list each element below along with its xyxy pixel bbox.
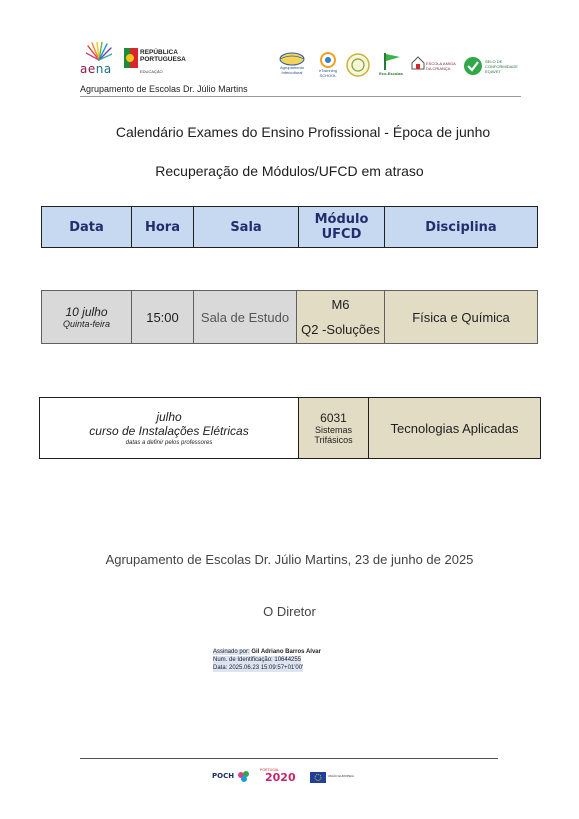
digital-signature [213,648,353,672]
exam-row-table [41,290,538,344]
signature-name: Gil Adriano Barros Alvar [251,649,321,655]
eu-flag-icon [310,772,326,783]
exam-course-table [39,397,541,459]
director-title: O Diretor [263,604,316,619]
republica-portuguesa-logo [124,46,188,78]
etwinning-icon [315,52,341,68]
exam-room: Sala de Estudo [194,291,297,344]
header-sala: Sala [194,207,299,248]
place-and-date: Agrupamento de Escolas Dr. Júlio Martins, 23 de junho de 2025 [105,552,474,567]
table-row [42,291,538,344]
course-cell [40,398,299,459]
exam-discipline: Física e Química [385,291,538,344]
exam-module-name: Q2 -Soluções [301,322,380,337]
globe-icon [271,52,313,66]
signature-date: Data: 2025.06.23 15:09:57+01'00' [213,665,304,671]
portugal-2020-logo: 2020 [265,771,296,784]
header-modulo-line1: Módulo [314,212,369,227]
poch-logo: POCH [212,772,235,780]
eco-escolas-logo: Eco-Escolas [376,52,406,82]
table-row [40,398,541,459]
ufcd-name-line1: Sistemas [314,425,352,435]
aena-burst-icon [86,42,112,62]
seal-badge-logo [345,52,371,82]
aena-logo [80,42,118,82]
exam-module-cell [297,291,385,344]
ufcd-name-line2: Trifásicos [314,435,353,445]
portugal-emblem-icon [124,48,138,68]
republica-line1: REPÚBLICA [140,49,178,56]
exam-date: 10 julho [65,305,108,319]
page-title: Calendário Exames do Ensino Profissional - Época de junho [115,124,491,140]
exam-weekday: Quinta-feira [62,319,111,329]
house-icon [411,56,425,70]
eco-flag-icon [376,52,406,70]
exam-time: 15:00 [132,291,194,344]
header-data: Data [42,207,132,248]
republica-line2: PORTUGUESA [140,56,186,63]
exam-date-cell [42,291,132,344]
checkmark-icon [463,56,483,76]
header-modulo [299,207,385,248]
seal-badge-icon [345,52,371,78]
erasmus-intercultural-logo: Agrupamento Intercultural [271,52,313,78]
eqavet-seal-logo: SELO DE CONFORMIDADE EQAVET [463,52,523,78]
signature-id: Num. de Identificação: 10644255 [213,657,302,663]
ufcd-cell [299,398,369,459]
course-note: datas a definir pelos professores [125,440,213,446]
course-discipline: Tecnologias Aplicadas [369,398,541,459]
ufcd-code: 6031 [320,411,347,425]
exam-module-code: M6 [331,297,350,312]
footer-divider [80,758,498,759]
page-subtitle: Recuperação de Módulos/UFCD em atraso [155,163,424,179]
escola-amiga-crianca-logo: ESCOLA AMIGA DA CRIANÇA [411,52,459,80]
republica-sub: EDUCAÇÃO [140,69,163,74]
portugal-2020-label: PORTUGAL [260,768,280,772]
header-disciplina: Disciplina [385,207,538,248]
exam-table-header [41,206,538,248]
course-month: julho [156,410,182,424]
course-name: curso de Instalações Elétricas [89,424,249,438]
funding-logos [212,768,362,788]
poch-flower-icon [237,770,251,784]
header-hora: Hora [132,207,194,248]
school-name: Agrupamento de Escolas Dr. Júlio Martins [80,84,248,94]
aena-wordmark: aena [80,62,112,76]
eu-label: UNIÃO EUROPEIA [328,774,354,778]
header-divider [80,96,521,97]
header-modulo-line2: UFCD [321,227,362,242]
signature-label: Assinado por: [213,649,250,655]
etwinning-logo: eTwinning SCHOOL [315,52,341,82]
